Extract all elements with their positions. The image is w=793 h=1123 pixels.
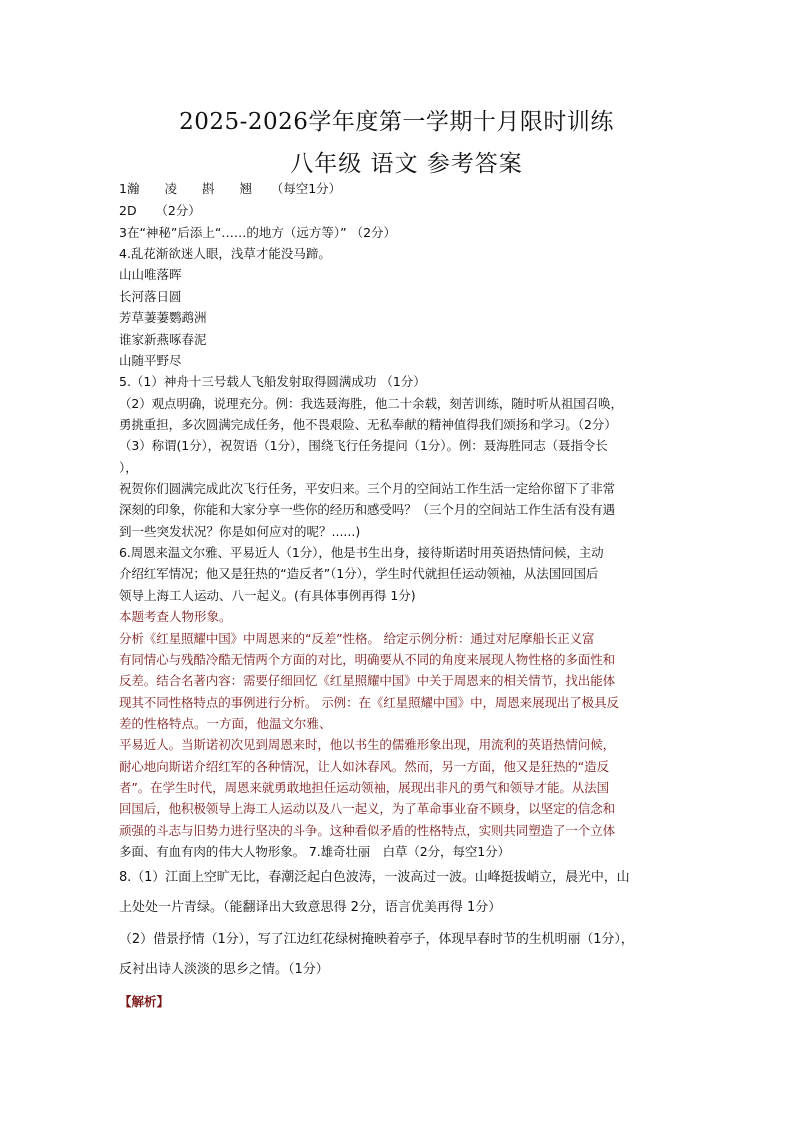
analysis-line: 回国后，他积极领导上海工人运动以及八一起义，为了革命事业奋不顾身，以坚定的信念和: [119, 801, 616, 816]
answer-line-q5-3: 深刻的印象，你能和大家分享一些你的经历和感受吗？（三个月的空间站工作生活有没有遇: [119, 502, 616, 517]
poem-line: 山随平野尽: [119, 353, 182, 368]
answer-line-q1: 1瀚 凌 斟 翘 （每空1分）: [119, 181, 342, 196]
analysis-line: 本题考查人物形象。: [119, 609, 232, 624]
answer-line-q5-1: 5.（1）神舟十三号载人飞船发射取得圆满成功 （1分）: [119, 374, 426, 389]
answer-line-q8-2: 反衬出诗人淡淡的思乡之情。（1分）: [119, 962, 329, 977]
answer-line-q8-2: （2）借景抒情（1分），写了江边红花绿树掩映着亭子，体现早春时节的生机明丽（1分），: [119, 932, 634, 947]
analysis-line: 平易近人。当斯诺初次见到周恩来时，他以书生的儒雅形象出现，用流利的英语热情问候，: [119, 737, 616, 752]
answer-line-q3: 3在“神秘”后添上“……的地方（远方等）” （2分）: [119, 225, 397, 240]
analysis-line: 分析《红星照耀中国》中周恩来的“反差”性格。 给定示例分析：通过对尼摩船长正义富: [119, 631, 595, 646]
document-subtitle: 八年级 语文 参考答案: [290, 151, 523, 177]
answer-line-q5-3: ），: [119, 460, 138, 475]
answer-line-q8-1: 8.（1）江面上空旷无比，春潮泛起白色波涛，一波高过一波。山峰挺拔峭立，晨光中，山: [119, 870, 630, 885]
analysis-line: 现其不同性格特点的事例进行分析。 示例：在《红星照耀中国》中，周恩来展现出了极具反: [119, 695, 619, 710]
analysis-line: 反差。结合名著内容：需要仔细回忆《红星照耀中国》中关于周恩来的相关情节，找出能体: [119, 673, 616, 688]
answer-line-q6: 领导上海工人运动、八一起义。(有具体事例再得 1分): [119, 588, 416, 603]
answer-line-q5-3: 到一些突发状况？你是如何应对的呢？......): [119, 524, 361, 539]
poem-line: 谁家新燕啄春泥: [119, 332, 207, 347]
analysis-line: 差的性格特点。一方面，他温文尔雅、: [119, 716, 332, 731]
poem-line: 芳草萋萋鹦鹉洲: [119, 310, 207, 325]
answer-line-q6: 介绍红军情况；他又是狂热的“造反者”（1分），学生时代就担任运动领袖，从法国回国后: [119, 566, 599, 581]
answer-line-q5-2: 勇挑重担，多次圆满完成任务，他不畏艰险、无私奉献的精神值得我们颂扬和学习。（2分）: [119, 417, 617, 432]
answer-line-q8-1: 上处处一片青绿。（能翻译出大致意思得 2分，语言优美再得 1分）: [119, 900, 502, 915]
answer-line-q5-3: （3）称谓(1分），祝贺语（1分），围绕飞行任务提问（1分）。例：聂海胜同志（聂指令长: [119, 438, 608, 453]
answer-line-q5-2: （2）观点明确，说理充分。例：我选聂海胜，他二十余载，刻苦训练，随时听从祖国召唤，: [119, 396, 623, 411]
analysis-line: 有同情心与残酷冷酷无情两个方面的对比，明确要从不同的角度来展现人物性格的多面性和: [119, 652, 616, 667]
analysis-heading: 【解析】: [119, 994, 170, 1009]
document-title: 2025-2026学年度第一学期十月限时训练: [179, 109, 614, 135]
analysis-line: 顽强的斗志与旧势力进行坚决的斗争。这种看似矛盾的性格特点，实则共同塑造了一个立体: [119, 823, 616, 838]
poem-line: 山山唯落晖: [119, 267, 182, 282]
answer-line-q6: 6.周恩来温文尔雅、平易近人（1分），他是书生出身，接待斯诺时用英语热情问候，主动: [119, 545, 604, 560]
poem-line: 长河落日圆: [119, 289, 182, 304]
analysis-line: 者”。在学生时代，周恩来就勇敢地担任运动领袖，展现出非凡的勇气和领导才能。从法国: [119, 780, 609, 795]
answer-line-q2: 2D （2分）: [119, 203, 201, 218]
analysis-line: 耐心地向斯诺介绍红军的各种情况，让人如沐春风。然而，另一方面，他又是狂热的“造反: [119, 759, 609, 774]
answer-line-q5-3: 祝贺你们圆满完成此次飞行任务，平安归来。三个月的空间站工作生活一定给你留下了非常: [119, 481, 616, 496]
answer-line-q4: 4.乱花渐欲迷人眼，浅草才能没马蹄。: [119, 246, 331, 261]
answer-line-q7: 多面、有血有肉的伟大人物形象。 7.雄奇壮丽 白草（2分，每空1分）: [119, 844, 510, 859]
